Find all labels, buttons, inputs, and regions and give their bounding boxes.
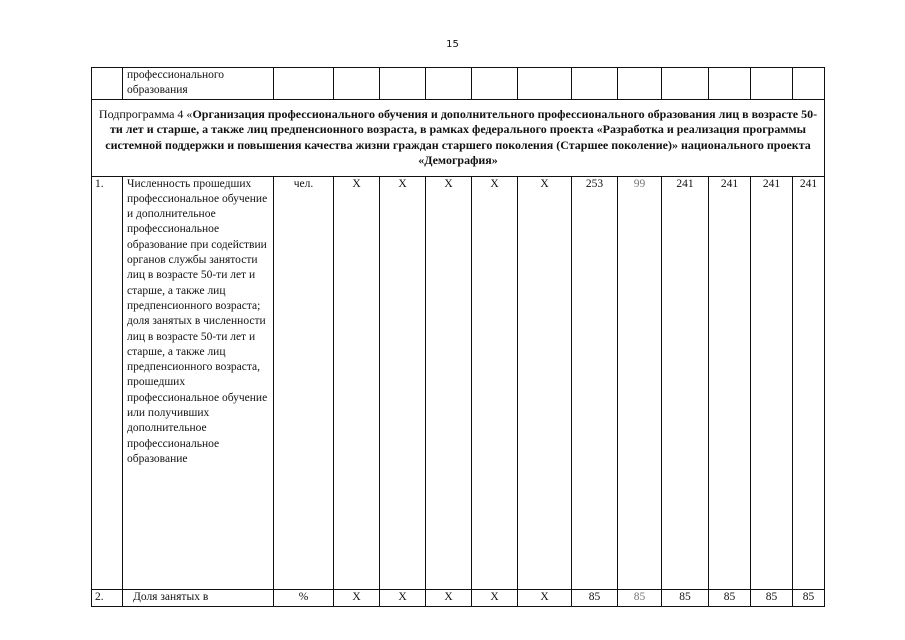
indicator-table: [91, 67, 825, 607]
table-row: [92, 589, 825, 606]
value-cell: Х: [518, 589, 572, 606]
indicator-name: профессионального образования: [123, 68, 274, 100]
empty-cell: [793, 68, 825, 100]
empty-cell: [518, 68, 572, 100]
empty-cell: [709, 68, 751, 100]
value-cell: Х: [380, 176, 426, 589]
unit-cell: чел.: [274, 176, 334, 589]
value-cell: 85: [709, 589, 751, 606]
empty-cell: [572, 68, 618, 100]
value-cell: 85: [618, 589, 662, 606]
value-cell: 85: [572, 589, 618, 606]
row-number: 1.: [92, 176, 123, 589]
value-cell: Х: [334, 589, 380, 606]
value-cell: 85: [662, 589, 709, 606]
empty-cell: [618, 68, 662, 100]
indicator-name: Доля занятых в: [123, 589, 274, 606]
value-cell: 85: [793, 589, 825, 606]
value-cell: Х: [380, 589, 426, 606]
value-cell: 85: [751, 589, 793, 606]
empty-cell: [472, 68, 518, 100]
unit-cell: %: [274, 589, 334, 606]
value-cell: 241: [662, 176, 709, 589]
row-number: [92, 68, 123, 100]
value-cell: 253: [572, 176, 618, 589]
value-cell: 241: [751, 176, 793, 589]
row-number: 2.: [92, 589, 123, 606]
empty-cell: [274, 68, 334, 100]
value-cell: Х: [426, 589, 472, 606]
page-number: 15: [446, 39, 459, 50]
table-row: [92, 176, 825, 589]
subprogram-title: Организация профессионального обучения и дополнительного профессионального образования лиц в возрасте 50-ти лет и старше, а также лиц предпенсионного возраста, в рамках федерального проекта «Разработка и реализация программы системной поддержки и повышения качества жизни граждан старшего поколения (Старшее поколение)» национального проекта «Демография»: [105, 106, 818, 168]
value-cell: 241: [793, 176, 825, 589]
empty-cell: [751, 68, 793, 100]
indicator-name: Численность прошедших профессиональное обучение и дополнительное профессиональное образование при содействии органов службы занятости лиц в возрасте 50-ти лет и старше, а также лиц предпенсионного возраста; доля занятых в численности лиц в возрасте 50-ти лет и старше, а также лиц предпенсионного возраста, прошедших профессиональное обучение или получивших дополнительное профессиональное образование: [123, 176, 274, 589]
value-cell: Х: [334, 176, 380, 589]
empty-cell: [380, 68, 426, 100]
table-row-continuation: [92, 68, 825, 100]
empty-cell: [662, 68, 709, 100]
value-cell: Х: [518, 176, 572, 589]
value-cell: 99: [618, 176, 662, 589]
value-cell: 241: [709, 176, 751, 589]
empty-cell: [426, 68, 472, 100]
empty-cell: [334, 68, 380, 100]
value-cell: Х: [472, 176, 518, 589]
value-cell: Х: [426, 176, 472, 589]
subprogram-prefix: Подпрограмма 4 «: [98, 106, 193, 121]
subprogram-heading: [92, 99, 825, 176]
subprogram-row: [92, 99, 825, 176]
value-cell: Х: [472, 589, 518, 606]
